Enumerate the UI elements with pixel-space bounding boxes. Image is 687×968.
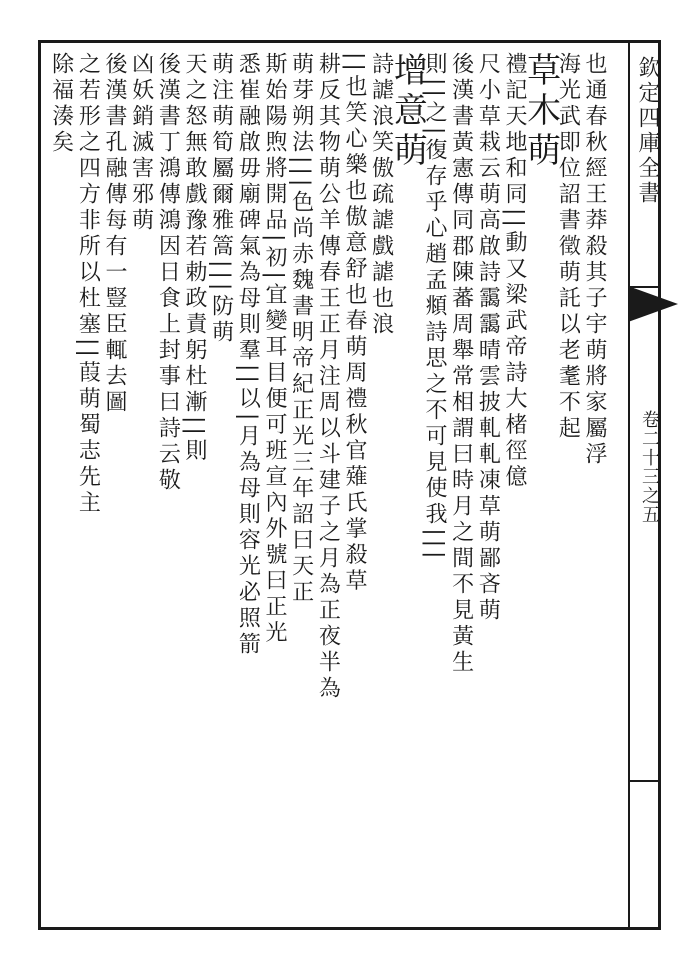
text-column: 海光武即位詔書徵萌託以老耄不起 — [555, 52, 581, 442]
text-column: 尺小草栽云萌高啟詩靄靄晴雲披軋軋凍草萌鄙吝萌 — [475, 52, 501, 624]
text-column: 詩謔浪笑傲疏謔戲謔也浪 — [368, 52, 394, 338]
margin-divider — [628, 286, 661, 288]
text-column: 後漢書黃憲傳同郡陳蕃周舉常相謂曰時月之間不見黃生 — [448, 52, 474, 676]
margin-divider — [628, 780, 661, 782]
text-column: ||也笑心樂也傲意舒也春萌周禮秋官薙氏掌殺草 — [341, 52, 367, 595]
text-column: 禮記天地和同||動又梁武帝詩大楮徑億 — [501, 52, 527, 491]
text-column: 萌芽朔法|||色尚赤魏書明帝紀正光三年詔曰天正 — [288, 52, 314, 607]
text-column: 也通春秋經王莽殺其子宇萌將家屬浮 — [581, 52, 607, 468]
text-column: 凶妖銷滅害邪萌 — [128, 52, 154, 234]
text-column: 增意萌 — [387, 52, 428, 172]
text-column: 耕反其物萌公羊傳春王正月注周以斗建子之月為正夜半為 — [315, 52, 341, 702]
text-column: 之若形之四方非所以杜塞||葭萌蜀志先主 — [75, 52, 101, 517]
text-column: 則||之|復存乎心趙孟頫詩思之不可見使我||| — [421, 52, 447, 563]
text-column: 天之怒無敢戲豫若勅政責躬杜漸||則 — [181, 52, 207, 465]
text-column: 草木萌 — [520, 52, 561, 172]
text-column: 後漢書孔融傳每有一豎臣輒去圖 — [101, 52, 127, 416]
book-title: 欽定四庫全書 — [635, 56, 660, 206]
chapter-label: 卷二十三之五 — [639, 410, 660, 524]
text-column: 悉崔融啟毋廟碑氣為母則羣||以|月為母則容光必照箭 — [235, 52, 261, 659]
text-column: 萌注萌筍屬爾雅篙|||防萌 — [208, 52, 234, 347]
text-column: 斯始陽煦將開品|初|宜變耳目便可班宣內外號曰正光 — [261, 52, 287, 647]
text-column: 後漢書丁鴻傳鴻因日食上封事曰詩云敬 — [155, 52, 181, 494]
text-column: 除福湊矣 — [48, 52, 74, 156]
